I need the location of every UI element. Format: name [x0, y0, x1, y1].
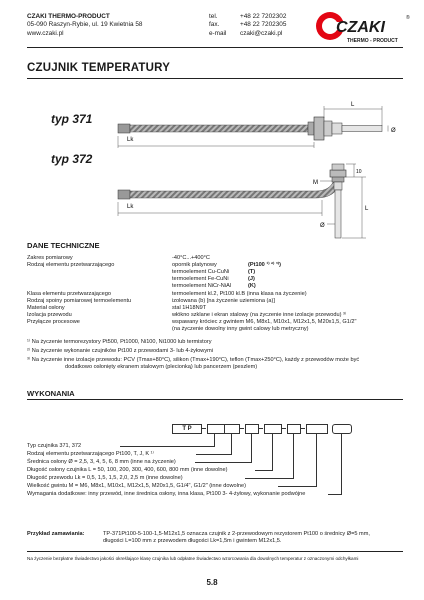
tech-label: Zakres pomiarowy: [27, 255, 73, 261]
tech-value: -40°C...+400°C: [172, 255, 210, 261]
code-box[interactable]: [245, 424, 259, 434]
tel-label: tel.: [209, 13, 218, 20]
logo-wordmark: CZAKI: [336, 19, 385, 36]
fax-label: fax.: [209, 21, 220, 29]
company-website[interactable]: www.czaki.pl: [27, 29, 64, 37]
contact-labels: [209, 13, 226, 38]
code-dash: [258, 428, 263, 429]
code-box[interactable]: [207, 424, 225, 434]
tech-value: termoelement Cu-CuNi: [172, 269, 230, 275]
tech-extra: (Pt100 ¹⁾ ²⁾ ³⁾): [248, 262, 282, 268]
order-row: Wielkość gwintu M = M6, M8x1, M10x1, M12x1,5, M20x1,5, G1/4", G1/2" (inne dowolne): [27, 483, 246, 489]
tel-value: +48 22 7202302: [240, 13, 287, 20]
sheath-371: [342, 126, 382, 132]
code-box[interactable]: [287, 424, 301, 434]
leader-line: [196, 454, 232, 455]
sensor-drawings: [110, 84, 410, 244]
code-box[interactable]: [224, 424, 240, 434]
type-371-label: typ 371: [51, 112, 93, 126]
leader-line: [251, 433, 252, 462]
footer-divider: [27, 551, 403, 552]
company-name: CZAKI THERMO-PRODUCT: [27, 13, 110, 20]
dim-Lk-371: Lk: [127, 137, 134, 143]
tech-label: Przyłącze procesowe: [27, 319, 80, 325]
fax-value: +48 22 7202305: [240, 21, 287, 29]
tech-extra: (T): [248, 269, 256, 275]
tech-value: stal 1H18N9T: [172, 305, 207, 311]
code-dash: [239, 428, 244, 429]
tech-note: dodatkowo osłonięty ekranem stalowym (plecionką) lub pancerzem (peszlem): [65, 364, 258, 370]
leader-line: [255, 470, 273, 471]
tech-value: (na życzenie dowolny inny gwint calowy lub metryczny): [172, 326, 309, 332]
leader-line: [341, 433, 342, 494]
logo-registered-mark: ®: [406, 15, 410, 21]
code-dash: [201, 428, 206, 429]
leader-line: [195, 462, 252, 463]
contact-values: [240, 13, 286, 38]
tech-label: Klasa elementu przetwarzającego: [27, 291, 111, 297]
cable-371: [130, 125, 308, 132]
leader-line: [278, 486, 317, 487]
tech-label: Materiał osłony: [27, 305, 65, 311]
leader-line: [120, 446, 215, 447]
footer-note: Na życzenie bezpłatne Świadectwo jakości określające klasę czujnika lub odpłatne Świadectwo wzorcowania dla dowolnych temperatur z oznaczonymi odchyłkami: [27, 556, 359, 561]
dim-Lk-372: Lk: [127, 204, 134, 210]
dim-M-372: M: [313, 180, 318, 186]
tech-heading: DANE TECHNICZNE: [27, 241, 100, 250]
tech-label: Rodzaj elementu przetwarzającego: [27, 262, 115, 268]
title-underline: [27, 78, 403, 79]
code-box-extra[interactable]: [332, 424, 352, 434]
order-example-line: długości L=100 mm z przewodem długości Lk=1,5m i gwintem M12x1,5.: [103, 538, 282, 544]
tech-note: ³⁾ Na życzenie inne izolacje przewodu: PCV (Tmax+80°C), silikon (Tmax+190°C), teflon (Tmax+250°C), każdy z przewodów może być: [27, 357, 360, 363]
code-dash: [281, 428, 286, 429]
tech-label: Izolacja przewodu: [27, 312, 72, 318]
logo-subtitle: THERMO - PRODUCT: [347, 38, 398, 44]
code-prefix-box: T P: [172, 424, 202, 434]
leader-line: [316, 433, 317, 486]
order-row: Typ czujnika 371, 372: [27, 443, 82, 449]
page-number: 5.8: [206, 578, 218, 587]
leader-line: [293, 433, 294, 478]
code-dash: [300, 428, 305, 429]
tech-value: termoelement NiCr-NiAl: [172, 283, 232, 289]
cable-372: [130, 180, 340, 198]
page-title: CZUJNIK TEMPERATURY: [27, 62, 171, 74]
tech-value: izolowana (b) [na życzenie uziemiona (a)]: [172, 298, 275, 304]
tech-extra: (K): [248, 283, 256, 289]
tech-value: wspawany króciec z gwintem M6, M8x1, M10x1, M12x1,5, M20x1,5, G1/2": [172, 319, 357, 325]
order-divider: [27, 399, 403, 400]
code-box[interactable]: [264, 424, 282, 434]
tech-label: Rodzaj spoiny pomiarowej termoelementu: [27, 298, 132, 304]
czaki-logo: [313, 10, 413, 48]
order-example-label: Przykład zamawiania:: [27, 531, 85, 537]
email-label: e-mail: [209, 29, 227, 37]
tech-value: termoelement kl.2, Pt100 kl.B (inna klasa na życzenie): [172, 291, 307, 297]
order-row: Wymagania dodatkowe: inny przewód, inne średnica osłony, inna klasa, Pt100 3- 4-żyłowy, wykonanie podwójne: [27, 491, 306, 497]
code-box[interactable]: [306, 424, 328, 434]
tech-value: włókno szklane i ekran stalowy (na życzenie inne izolacje przewodu) ³⁾: [172, 312, 347, 318]
leader-line: [272, 433, 273, 470]
sensor-371-drawing: [118, 102, 396, 148]
dim-phi-371: Ø: [391, 128, 396, 134]
nut-372: [330, 170, 346, 177]
leader-line: [231, 433, 232, 454]
order-row: Długość przewodu Lk = 0,5, 1,5, 1,5, 2,0, 2,5 m (inne dowolne): [27, 475, 183, 481]
tech-value: termoelement Fe-CuNi: [172, 276, 229, 282]
dim-10-372: 10: [356, 169, 362, 175]
company-address: 05-090 Raszyn-Rybie, ul. 19 Kwietnia 58: [27, 21, 143, 29]
dim-L-372: L: [365, 206, 369, 212]
dim-L-371: L: [351, 102, 355, 108]
order-heading: WYKONANIA: [27, 389, 75, 398]
order-row: Długość osłony czujnika L = 50, 100, 200, 300, 400, 600, 800 mm (inne dowolne): [27, 467, 228, 473]
leader-line: [245, 478, 294, 479]
order-row: Rodzaj elementu przetwarzającego Pt100, T, J, K ¹⁾: [27, 451, 154, 457]
tech-note: ¹⁾ Na życzenie termorezystory Pt500, Pt1000, Ni100, Ni1000 lub termistory: [27, 339, 212, 345]
tech-note: ²⁾ Na życzenie wykonanie czujników Pt100 z przewodami 3- lub 4-żyłowymi: [27, 348, 214, 354]
type-372-label: typ 372: [51, 152, 93, 166]
nut-371: [314, 117, 324, 140]
tech-value: opornik platynowy: [172, 262, 217, 268]
header-divider: [27, 47, 403, 48]
sensor-372-drawing: [118, 164, 369, 238]
dim-phi-372: Ø: [320, 223, 325, 229]
email-value[interactable]: czaki@czaki.pl: [240, 29, 283, 37]
order-example-line: TP-371Pt100-5-100-1,5-M12x1,5 oznacza czujnik z 2-przewodowym rezystorem Pt100 o średnicy Ø=5 mm,: [103, 531, 370, 537]
sheath-372: [335, 190, 341, 238]
leader-line: [214, 433, 215, 446]
tech-extra: (J): [248, 276, 255, 282]
order-row: Średnica osłony Ø = 2,5, 3, 4, 5, 6, 8 mm (inne na życzenie): [27, 459, 176, 465]
company-block: [27, 13, 142, 38]
leader-line: [328, 494, 342, 495]
